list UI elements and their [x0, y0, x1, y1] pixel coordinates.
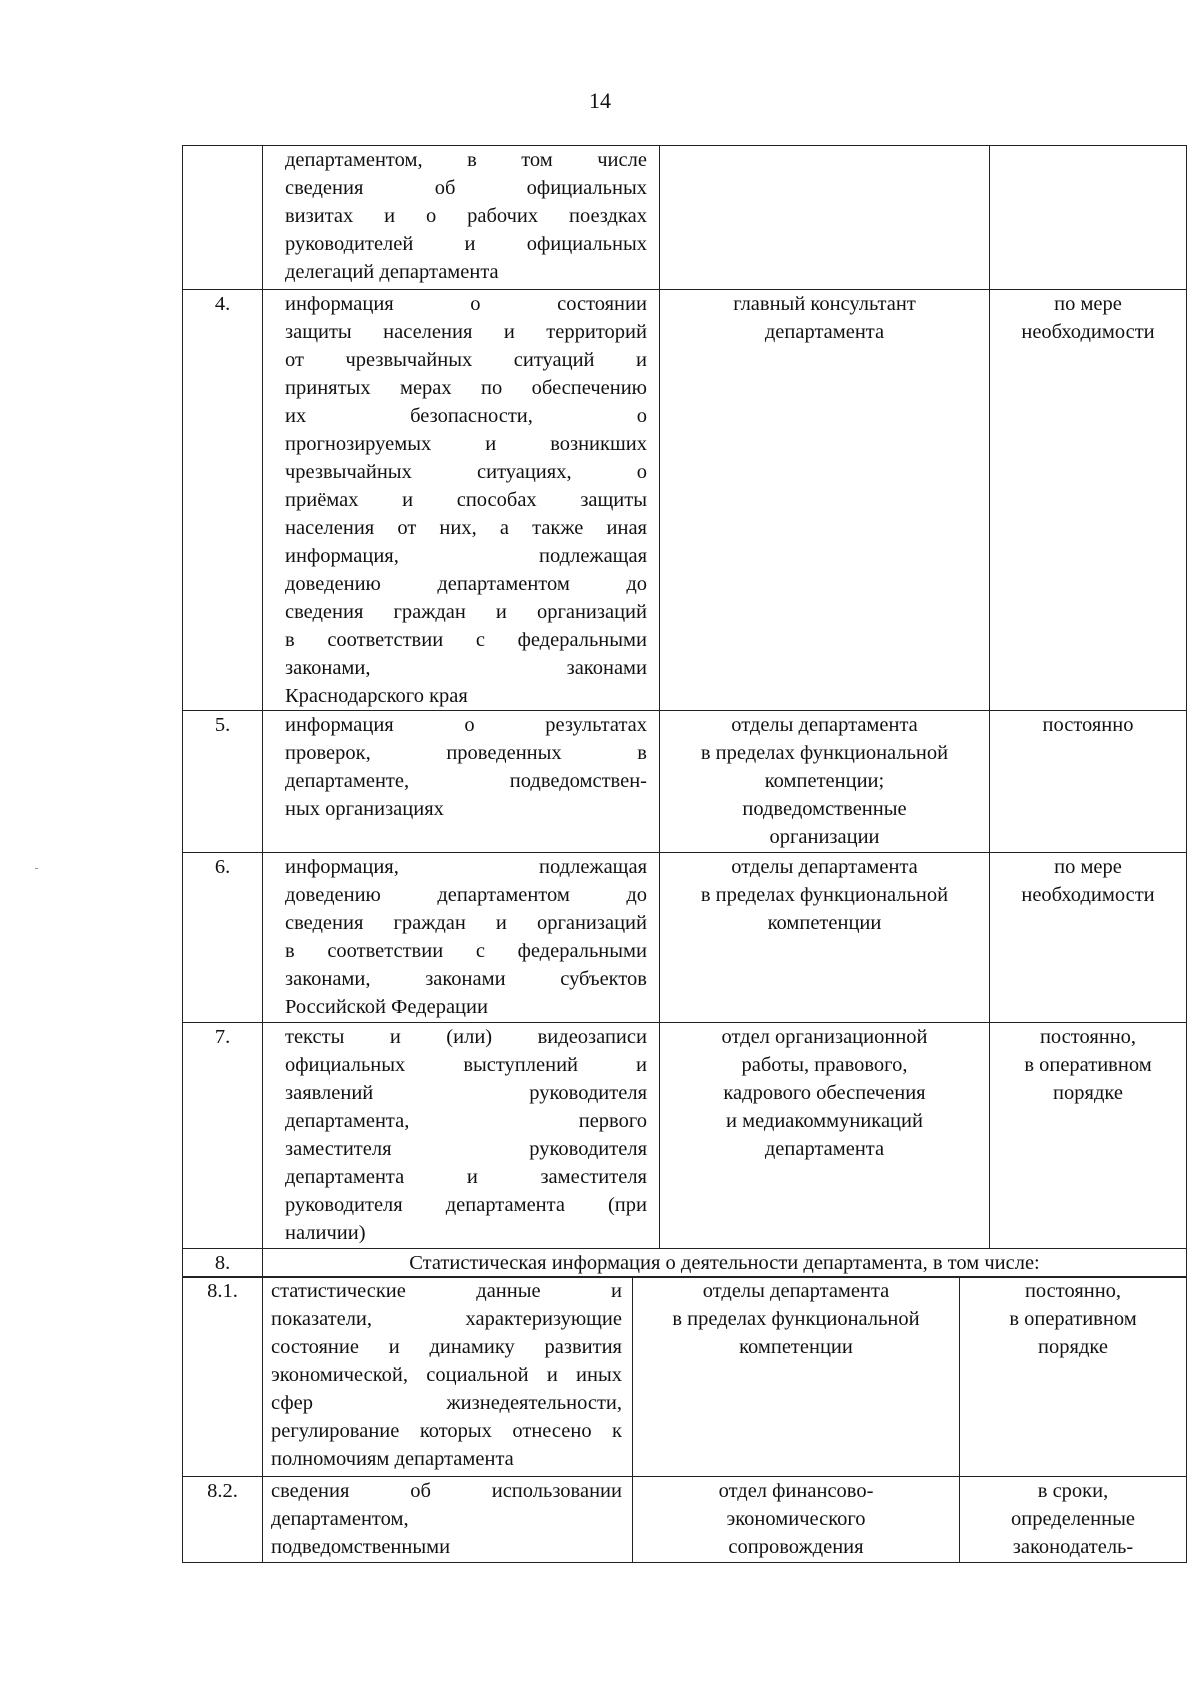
- text-line: департамента: [764, 321, 885, 343]
- word: департаментом: [437, 884, 570, 906]
- word: состоянии: [557, 293, 647, 315]
- table-row: [183, 711, 1187, 853]
- responsible-unit: [660, 853, 990, 1023]
- word: тексты: [285, 1026, 345, 1048]
- word: об: [410, 1480, 431, 1503]
- text-line: [285, 174, 647, 202]
- word: иных: [576, 1364, 622, 1387]
- row-number: 8.2.: [183, 1477, 263, 1563]
- word: мерах: [399, 377, 452, 399]
- word: сведения: [285, 912, 364, 934]
- text-line: законодатель-: [1012, 1536, 1134, 1559]
- word: официальных: [526, 233, 647, 255]
- text-line: департамента: [764, 1138, 885, 1160]
- word: о: [464, 714, 475, 736]
- text-line: [285, 430, 647, 458]
- word: о: [425, 205, 437, 227]
- word: руководителя: [529, 1138, 647, 1160]
- word: поездках: [568, 205, 647, 227]
- word: соответствии: [327, 629, 444, 651]
- text-line: [285, 598, 647, 626]
- text-line: [271, 1361, 622, 1389]
- text-line: необходимости: [1021, 321, 1155, 343]
- word: развития: [544, 1336, 622, 1359]
- word: населения: [285, 517, 375, 539]
- word: подлежащая: [539, 545, 647, 567]
- word: и: [485, 433, 497, 455]
- word: которых: [419, 1420, 492, 1443]
- word: департамента: [285, 1166, 405, 1188]
- word: с: [475, 940, 485, 962]
- word: заявлений: [285, 1082, 374, 1104]
- word: защиты: [580, 489, 647, 511]
- text-line: [285, 542, 647, 570]
- table-row: [183, 290, 1187, 711]
- word: департаментом: [437, 573, 570, 595]
- responsible-unit: [660, 146, 990, 290]
- text-line: [285, 514, 647, 542]
- text-line: [271, 1417, 622, 1445]
- word: (или): [446, 1026, 493, 1048]
- word: и: [388, 1336, 400, 1359]
- text-line: по мере: [1054, 856, 1122, 878]
- word: возникших: [550, 433, 647, 455]
- info-description: [263, 1023, 660, 1249]
- word: результатах: [545, 714, 647, 736]
- info-description: [263, 1477, 633, 1563]
- word: о: [636, 461, 647, 483]
- deadline: [990, 711, 1187, 853]
- word: сведения: [285, 177, 364, 199]
- word: субъектов: [560, 968, 647, 990]
- text-line: организации: [769, 826, 880, 848]
- word: защиты: [285, 321, 352, 343]
- subsection-table: [182, 1276, 1187, 1563]
- text-line: [285, 1023, 647, 1051]
- word: департамента: [445, 1194, 565, 1216]
- scan-artifact: [35, 868, 38, 869]
- text-line: отдел организационной: [721, 1026, 928, 1048]
- word: доведению: [285, 884, 381, 906]
- word: о: [636, 405, 647, 427]
- text-line: [285, 570, 647, 598]
- word: информация,: [285, 856, 399, 878]
- info-description: [263, 1277, 633, 1477]
- text-line: отделы департамента: [731, 856, 918, 878]
- text-line: [285, 146, 647, 174]
- word: доведению: [285, 573, 381, 595]
- row-number: 7.: [183, 1023, 263, 1249]
- word: сфер: [271, 1392, 313, 1415]
- deadline: [960, 1477, 1187, 1563]
- word: динамику: [429, 1336, 515, 1359]
- text-line: [271, 1477, 622, 1505]
- text-line: полномочиям департамента: [271, 1448, 514, 1471]
- word: и: [503, 321, 515, 343]
- table-row: [183, 146, 1187, 290]
- word: и: [636, 1054, 647, 1076]
- word: организаций: [536, 601, 647, 623]
- word: них,: [439, 517, 477, 539]
- text-line: [285, 711, 647, 739]
- text-line: [285, 202, 647, 230]
- word: в: [467, 149, 477, 171]
- word: законами: [425, 968, 506, 990]
- word: федеральными: [517, 940, 647, 962]
- text-line: [285, 739, 647, 767]
- word: и: [384, 205, 396, 227]
- text-line: [285, 1135, 647, 1163]
- word: числе: [597, 149, 647, 171]
- text-line: компетенции: [739, 1336, 853, 1359]
- text-line: постоянно: [1042, 714, 1134, 736]
- text-line: постоянно,: [1024, 1280, 1122, 1303]
- word: проверок,: [285, 742, 371, 764]
- word: и: [466, 1166, 478, 1188]
- word: показатели,: [271, 1308, 373, 1331]
- word: проведенных: [446, 742, 562, 764]
- word: а: [499, 517, 509, 539]
- word: от: [285, 349, 304, 371]
- text-line: компетенции: [767, 912, 882, 934]
- word: населения: [383, 321, 473, 343]
- row-number: 8.1.: [183, 1277, 263, 1477]
- text-line: отделы департамента: [731, 714, 918, 736]
- word: информация: [285, 293, 394, 315]
- deadline: [990, 1023, 1187, 1249]
- word: от: [397, 517, 417, 539]
- text-line: в сроки,: [1037, 1480, 1109, 1503]
- text-line: в пределах функциональной: [700, 742, 949, 764]
- word: и: [636, 349, 647, 371]
- word: социальной: [426, 1364, 529, 1387]
- text-line: [285, 937, 647, 965]
- text-line: [285, 374, 647, 402]
- word: в: [285, 940, 295, 962]
- text-line: отдел финансово-: [718, 1480, 874, 1503]
- deadline: [990, 853, 1187, 1023]
- word: чрезвычайных: [345, 349, 473, 371]
- word: о: [470, 293, 481, 315]
- table-row: [183, 1023, 1187, 1249]
- word: законами: [566, 657, 647, 679]
- word: том: [521, 149, 553, 171]
- text-line: [285, 1079, 647, 1107]
- text-line: наличии): [285, 1222, 366, 1244]
- table-row: [183, 853, 1187, 1023]
- word: заместителя: [285, 1138, 392, 1160]
- word: чрезвычайных: [285, 461, 412, 483]
- word: их: [285, 405, 307, 427]
- word: регулирование: [271, 1420, 400, 1443]
- word: и: [611, 1280, 622, 1303]
- word: законами,: [285, 968, 371, 990]
- responsible-unit: [660, 290, 990, 711]
- text-line: [285, 881, 647, 909]
- text-line: департаментом,: [271, 1508, 409, 1531]
- deadline: [990, 290, 1187, 711]
- word: сведения: [271, 1480, 350, 1503]
- text-line: [285, 767, 647, 795]
- row-number: 4.: [183, 290, 263, 711]
- word: руководителя: [529, 1082, 647, 1104]
- section-title: Статистическая информация о деятельности департамента, в том числе:: [263, 1249, 1187, 1278]
- responsible-unit: [633, 1277, 960, 1477]
- word: и: [402, 489, 414, 511]
- word: видеозаписи: [537, 1026, 647, 1048]
- section-row: [183, 1249, 1187, 1278]
- text-line: [271, 1333, 622, 1361]
- text-line: [285, 909, 647, 937]
- word: руководителя: [285, 1194, 403, 1216]
- text-line: [271, 1277, 622, 1305]
- text-line: порядке: [1053, 1082, 1123, 1104]
- text-line: в пределах функциональной: [700, 884, 949, 906]
- text-line: Российской Федерации: [285, 996, 488, 1018]
- word: данные: [476, 1280, 541, 1303]
- word: соответствии: [327, 940, 444, 962]
- word: и: [495, 601, 507, 623]
- word: руководителей: [285, 233, 414, 255]
- text-line: в оперативном: [1024, 1054, 1152, 1076]
- text-line: необходимости: [1021, 884, 1155, 906]
- word: подлежащая: [539, 856, 647, 878]
- text-line: и медиакоммуникаций: [726, 1110, 923, 1132]
- word: граждан: [393, 601, 466, 623]
- text-line: [285, 965, 647, 993]
- word: информация,: [285, 545, 399, 567]
- word: до: [626, 884, 647, 906]
- word: территорий: [546, 321, 647, 343]
- word: обеспечению: [531, 377, 647, 399]
- info-description: [263, 146, 660, 290]
- word: сведения: [285, 601, 364, 623]
- text-line: [285, 1191, 647, 1219]
- table-row: [183, 1277, 1187, 1477]
- word: статистические: [271, 1280, 406, 1303]
- word: использовании: [491, 1480, 622, 1503]
- information-table: [182, 145, 1187, 1278]
- word: ситуациях,: [477, 461, 572, 483]
- text-line: [271, 1389, 622, 1417]
- word: департаментом,: [285, 149, 423, 171]
- word: и: [495, 912, 507, 934]
- word: характеризующие: [465, 1308, 622, 1331]
- text-line: [285, 626, 647, 654]
- text-line: [285, 1163, 647, 1191]
- word: также: [532, 517, 584, 539]
- text-line: кадрового обеспечения: [723, 1082, 926, 1104]
- table-row: [183, 1477, 1187, 1563]
- word: экономической,: [271, 1364, 409, 1387]
- word: и: [389, 1026, 401, 1048]
- word: выступлений: [463, 1054, 579, 1076]
- word: информация: [285, 714, 394, 736]
- word: с: [475, 629, 485, 651]
- word: по: [481, 377, 503, 399]
- text-line: [271, 1305, 622, 1333]
- word: рабочих: [467, 205, 539, 227]
- word: состояние: [271, 1336, 359, 1359]
- info-description: [263, 290, 660, 711]
- word: федеральными: [517, 629, 647, 651]
- word: и: [546, 1364, 558, 1387]
- word: официальных: [526, 177, 647, 199]
- word: и: [464, 233, 476, 255]
- text-line: работы, правового,: [741, 1054, 908, 1076]
- word: об: [434, 177, 456, 199]
- text-line: [285, 1051, 647, 1079]
- text-line: главный консультант: [733, 293, 916, 315]
- text-line: Краснодарского края: [285, 685, 468, 707]
- word: департаменте,: [285, 770, 410, 792]
- row-number: 5.: [183, 711, 263, 853]
- text-line: по мере: [1054, 293, 1122, 315]
- word: к: [612, 1420, 622, 1443]
- word: подведомствен-: [509, 770, 647, 792]
- text-line: определенные: [1011, 1508, 1135, 1531]
- row-number: 6.: [183, 853, 263, 1023]
- text-line: [285, 486, 647, 514]
- word: департамента,: [285, 1110, 410, 1132]
- text-line: экономического: [726, 1508, 866, 1531]
- word: граждан: [393, 912, 466, 934]
- responsible-unit: [660, 711, 990, 853]
- word: в: [637, 742, 647, 764]
- word: до: [626, 573, 647, 595]
- info-description: [263, 853, 660, 1023]
- text-line: постоянно,: [1039, 1026, 1137, 1048]
- row-number: 8.: [183, 1249, 263, 1278]
- word: отнесено: [512, 1420, 592, 1443]
- word: официальных: [285, 1054, 406, 1076]
- text-line: в оперативном: [1009, 1308, 1137, 1331]
- responsible-unit: [633, 1477, 960, 1563]
- text-line: [285, 654, 647, 682]
- text-line: подведомственными: [271, 1536, 451, 1559]
- text-line: [285, 346, 647, 374]
- row-number: [183, 146, 263, 290]
- word: иная: [606, 517, 647, 539]
- word: принятых: [285, 377, 371, 399]
- word: безопасности,: [410, 405, 533, 427]
- text-line: компетенции;: [764, 770, 885, 792]
- text-line: сопровождения: [728, 1536, 864, 1559]
- text-line: [285, 318, 647, 346]
- word: прогнозируемых: [285, 433, 432, 455]
- word: в: [285, 629, 295, 651]
- deadline: [990, 146, 1187, 290]
- word: приёмах: [285, 489, 359, 511]
- page-number: 14: [589, 88, 611, 113]
- word: способах: [456, 489, 537, 511]
- text-line: [285, 402, 647, 430]
- text-line: ных организациях: [285, 798, 444, 820]
- word: первого: [578, 1110, 647, 1132]
- word: законами,: [285, 657, 371, 679]
- responsible-unit: [660, 1023, 990, 1249]
- word: ситуаций: [513, 349, 595, 371]
- word: (при: [607, 1194, 647, 1216]
- text-line: отделы департамента: [702, 1280, 890, 1303]
- deadline: [960, 1277, 1187, 1477]
- text-line: [285, 290, 647, 318]
- word: визитах: [285, 205, 354, 227]
- text-line: подведомственные: [742, 798, 907, 820]
- text-line: порядке: [1038, 1336, 1108, 1359]
- text-line: [285, 230, 647, 258]
- word: организаций: [536, 912, 647, 934]
- info-description: [263, 711, 660, 853]
- text-line: делегаций департамента: [285, 261, 499, 283]
- text-line: [285, 458, 647, 486]
- word: заместителя: [540, 1166, 647, 1188]
- text-line: [285, 853, 647, 881]
- text-line: в пределах функциональной: [672, 1308, 920, 1331]
- text-line: [285, 1107, 647, 1135]
- word: жизнедеятельности,: [446, 1392, 622, 1415]
